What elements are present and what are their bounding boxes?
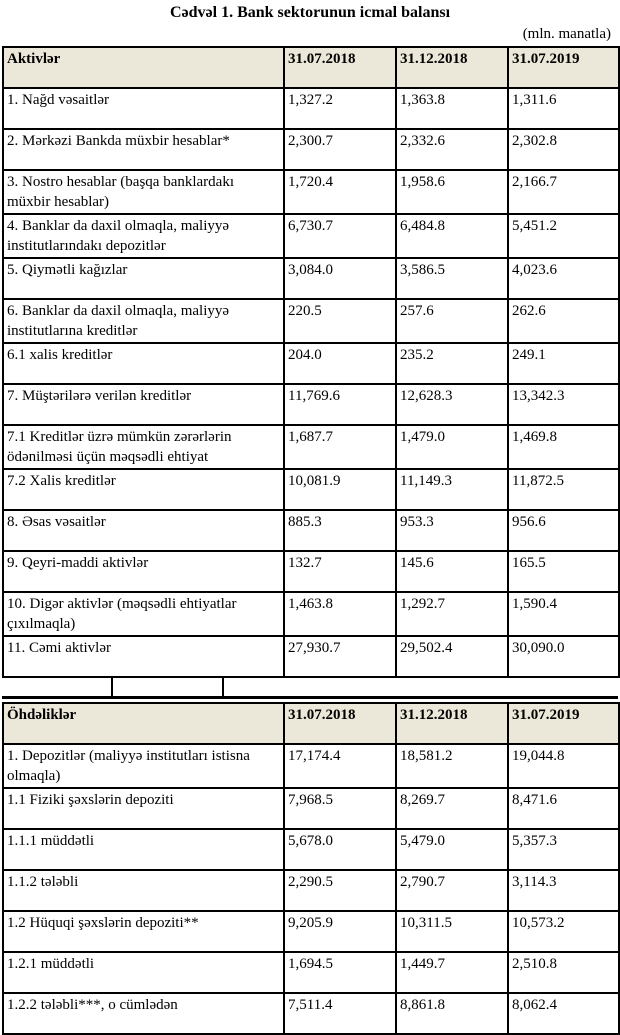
row-label: 7. Müştərilərə verilən kreditlər xyxy=(3,384,284,425)
cell-value: 5,357.3 xyxy=(508,829,619,870)
cell-value: 1,449.7 xyxy=(396,952,508,993)
table-row xyxy=(3,88,619,129)
cell-value: 2,332.6 xyxy=(396,129,508,170)
cell-value: 3,084.0 xyxy=(284,258,396,299)
cell-value: 5,678.0 xyxy=(284,829,396,870)
row-label: 11. Cəmi aktivlər xyxy=(3,636,284,677)
table-row xyxy=(3,788,619,829)
separator-divider-line xyxy=(222,678,224,696)
cell-value: 10,311.5 xyxy=(396,911,508,952)
row-label: 1.2 Hüquqi şəxslərin depoziti** xyxy=(3,911,284,952)
date-column-header: 31.07.2018 xyxy=(284,47,396,88)
cell-value: 1,720.4 xyxy=(284,170,396,214)
row-label: 7.2 Xalis kreditlər xyxy=(3,469,284,510)
cell-value: 8,269.7 xyxy=(396,788,508,829)
cell-value: 1,327.2 xyxy=(284,88,396,129)
assets-table xyxy=(2,46,620,678)
cell-value: 1,311.6 xyxy=(508,88,619,129)
cell-value: 10,081.9 xyxy=(284,469,396,510)
cell-value: 8,062.4 xyxy=(508,993,619,1034)
table-row xyxy=(3,829,619,870)
table-row xyxy=(3,343,619,384)
table-separator xyxy=(2,678,618,699)
cell-value: 262.6 xyxy=(508,299,619,343)
table-row xyxy=(3,993,619,1034)
cell-value: 11,872.5 xyxy=(508,469,619,510)
row-label: 4. Banklar da daxil olmaqla, maliyyə institutlarındakı depozitlər xyxy=(3,214,284,258)
cell-value: 13,342.3 xyxy=(508,384,619,425)
table-row xyxy=(3,911,619,952)
row-label: 1.2.1 müddətli xyxy=(3,952,284,993)
row-label: 1.2.2 tələbli***, o cümlədən xyxy=(3,993,284,1034)
header-row xyxy=(3,703,619,744)
table-row xyxy=(3,636,619,677)
separator-divider-line xyxy=(111,678,113,696)
cell-value: 1,479.0 xyxy=(396,425,508,469)
liabilities-table xyxy=(2,702,620,1035)
cell-value: 1,469.8 xyxy=(508,425,619,469)
cell-value: 1,363.8 xyxy=(396,88,508,129)
row-label: 8. Əsas vəsaitlər xyxy=(3,510,284,551)
table-row xyxy=(3,592,619,636)
cell-value: 1,958.6 xyxy=(396,170,508,214)
cell-value: 1,463.8 xyxy=(284,592,396,636)
table-row xyxy=(3,551,619,592)
cell-value: 9,205.9 xyxy=(284,911,396,952)
cell-value: 17,174.4 xyxy=(284,744,396,788)
cell-value: 953.3 xyxy=(396,510,508,551)
cell-value: 204.0 xyxy=(284,343,396,384)
table-row xyxy=(3,469,619,510)
liabilities-table-wrap xyxy=(0,702,620,1035)
cell-value: 1,694.5 xyxy=(284,952,396,993)
cell-value: 132.7 xyxy=(284,551,396,592)
cell-value: 3,586.5 xyxy=(396,258,508,299)
row-label: 1. Depozitlər (maliyyə institutları istisna olmaqla) xyxy=(3,744,284,788)
cell-value: 11,149.3 xyxy=(396,469,508,510)
row-label: 1.1.1 müddətli xyxy=(3,829,284,870)
cell-value: 4,023.6 xyxy=(508,258,619,299)
date-column-header: 31.12.2018 xyxy=(396,47,508,88)
cell-value: 1,687.7 xyxy=(284,425,396,469)
cell-value: 956.6 xyxy=(508,510,619,551)
date-column-header: 31.12.2018 xyxy=(396,703,508,744)
table-row xyxy=(3,510,619,551)
row-label: 1.1 Fiziki şəxslərin depoziti xyxy=(3,788,284,829)
cell-value: 2,166.7 xyxy=(508,170,619,214)
cell-value: 5,451.2 xyxy=(508,214,619,258)
table-row xyxy=(3,952,619,993)
section-header: Öhdəliklər xyxy=(3,703,284,744)
assets-table-wrap xyxy=(0,46,620,678)
unit-note: (mln. manatla) xyxy=(522,26,611,42)
row-label: 6. Banklar da daxil olmaqla, maliyyə institutlarına kreditlər xyxy=(3,299,284,343)
table-row xyxy=(3,170,619,214)
cell-value: 2,510.8 xyxy=(508,952,619,993)
date-column-header: 31.07.2019 xyxy=(508,703,619,744)
table-row xyxy=(3,299,619,343)
cell-value: 7,511.4 xyxy=(284,993,396,1034)
cell-value: 8,471.6 xyxy=(508,788,619,829)
table-row xyxy=(3,744,619,788)
date-column-header: 31.07.2018 xyxy=(284,703,396,744)
cell-value: 2,302.8 xyxy=(508,129,619,170)
row-label: 6.1 xalis kreditlər xyxy=(3,343,284,384)
cell-value: 235.2 xyxy=(396,343,508,384)
row-label: 9. Qeyri-maddi aktivlər xyxy=(3,551,284,592)
cell-value: 30,090.0 xyxy=(508,636,619,677)
cell-value: 7,968.5 xyxy=(284,788,396,829)
section-header: Aktivlər xyxy=(3,47,284,88)
cell-value: 29,502.4 xyxy=(396,636,508,677)
table-row xyxy=(3,425,619,469)
row-label: 5. Qiymətli kağızlar xyxy=(3,258,284,299)
cell-value: 2,290.5 xyxy=(284,870,396,911)
cell-value: 8,861.8 xyxy=(396,993,508,1034)
date-column-header: 31.07.2019 xyxy=(508,47,619,88)
cell-value: 11,769.6 xyxy=(284,384,396,425)
table-row xyxy=(3,258,619,299)
cell-value: 6,730.7 xyxy=(284,214,396,258)
cell-value: 3,114.3 xyxy=(508,870,619,911)
row-label: 2. Mərkəzi Bankda müxbir hesablar* xyxy=(3,129,284,170)
cell-value: 2,300.7 xyxy=(284,129,396,170)
table-row xyxy=(3,129,619,170)
cell-value: 1,292.7 xyxy=(396,592,508,636)
table-row xyxy=(3,214,619,258)
cell-value: 220.5 xyxy=(284,299,396,343)
row-label: 1.1.2 tələbli xyxy=(3,870,284,911)
cell-value: 19,044.8 xyxy=(508,744,619,788)
header-row xyxy=(3,47,619,88)
row-label: 3. Nostro hesablar (başqa banklardakı müxbir hesablar) xyxy=(3,170,284,214)
row-label: 7.1 Kreditlər üzrə mümkün zərərlərin ödənilməsi üçün məqsədli ehtiyat xyxy=(3,425,284,469)
table-row xyxy=(3,384,619,425)
cell-value: 885.3 xyxy=(284,510,396,551)
cell-value: 249.1 xyxy=(508,343,619,384)
cell-value: 10,573.2 xyxy=(508,911,619,952)
row-label: 1. Nağd vəsaitlər xyxy=(3,88,284,129)
cell-value: 6,484.8 xyxy=(396,214,508,258)
cell-value: 2,790.7 xyxy=(396,870,508,911)
cell-value: 1,590.4 xyxy=(508,592,619,636)
cell-value: 257.6 xyxy=(396,299,508,343)
cell-value: 165.5 xyxy=(508,551,619,592)
cell-value: 5,479.0 xyxy=(396,829,508,870)
cell-value: 27,930.7 xyxy=(284,636,396,677)
row-label: 10. Digər aktivlər (məqsədli ehtiyatlar çıxılmaqla) xyxy=(3,592,284,636)
cell-value: 145.6 xyxy=(396,551,508,592)
cell-value: 18,581.2 xyxy=(396,744,508,788)
table-row xyxy=(3,870,619,911)
cell-value: 12,628.3 xyxy=(396,384,508,425)
page-title: Cədvəl 1. Bank sektorunun icmal balansı xyxy=(169,4,451,21)
